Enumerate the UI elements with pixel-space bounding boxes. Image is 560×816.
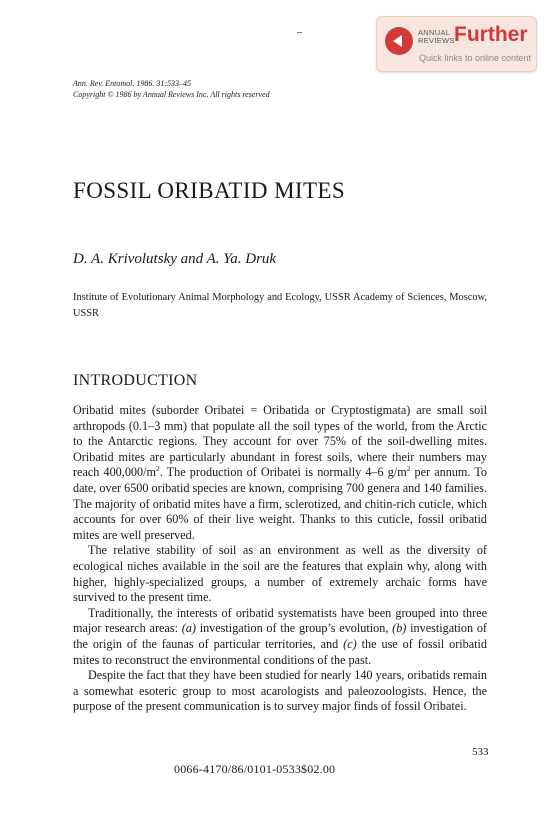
badge-publisher [418,29,455,45]
citation-block [73,79,270,100]
superscript: 2 [406,464,411,474]
article-title: FOSSIL ORIBATID MITES [73,178,346,203]
paragraph-3-text-d: the use of fossil oribatid mites to reconstruct the environmental conditions of the past. [73,636,488,667]
paragraph-1-text-c: per annum. To date, over 6500 oribatid species are known, comprising 700 genera and 140 families. The majority of oribatid mites have a firm, sclerotized, and chitin-rich cuticle, which accounts for over 60% of their live weight. Thanks to this cuticle, fossil oribatid mites are well preserved. [73,465,488,542]
further-badge[interactable] [376,16,537,72]
badge-reviews-text: REVIEWS [418,36,455,45]
scan-mark [297,32,302,33]
section-body [73,403,487,715]
badge-tagline: Quick links to online content [419,53,532,63]
paragraph-1-text-a: Oribatid mites (suborder Oribatei = Oribatida or Cryptostigmata) are small soil arthropods (0.1–3 mm) that populate all the soil types of the world, from the Arctic to the Antarctic regions. They account for over 75% of the soil-dwelling mites. Oribatid mites are particularly abundant in forest soils, where their numbers may reach 400,000/m [73,403,487,480]
article-authors: D. A. Krivolutsky and A. Ya. Druk [73,251,277,267]
paragraph-3-text-b: investigation of the group’s evolution, [195,621,393,636]
paragraph-3-text-a: Traditionally, the interests of oribatid systematists have been grouped into three major research areas: [73,605,487,636]
page-number: 533 [472,746,489,758]
copyright-line: Copyright © 1986 by Annual Reviews Inc. All rights reserved [73,89,270,99]
author-affiliation: Institute of Evolutionary Animal Morphology and Ecology, USSR Academy of Sciences, Moscow, USSR [73,292,487,319]
paragraph-2: The relative stability of soil as an environment as well as the diversity of ecological niches available in the soil are the features that explain why, along with higher, highly-specialized groups, a number of extremely archaic forms have survived to the present time. [73,543,487,605]
list-label-a: (a) [181,621,196,636]
back-arrow-icon [385,27,413,55]
paragraph-1-text-b: . The production of Oribatei is normally 4–6 g/m [159,465,407,480]
badge-annual-text: ANNUAL [418,28,451,37]
paragraph-1 [73,403,487,543]
paragraph-3 [73,606,487,668]
superscript: 2 [155,464,160,474]
price-code: 0066-4170/86/0101-0533$02.00 [174,762,336,776]
list-label-c: (c) [343,636,357,651]
citation-line: Ann. Rev. Entomol. 1986. 31:533–45 [73,79,192,88]
list-label-b: (b) [392,621,407,636]
section-heading: INTRODUCTION [73,372,198,389]
paragraph-4: Despite the fact that they have been studied for nearly 140 years, oribatids remain a somewhat esoteric group to most acarologists and paleozoologists. Hence, the purpose of the present communication is to survey major finds of fossil Oribatei. [73,668,487,714]
paragraph-3-text-c: investigation of the origin of the faunas of particular territories, and [73,621,487,651]
badge-further-text: Further [454,23,528,46]
